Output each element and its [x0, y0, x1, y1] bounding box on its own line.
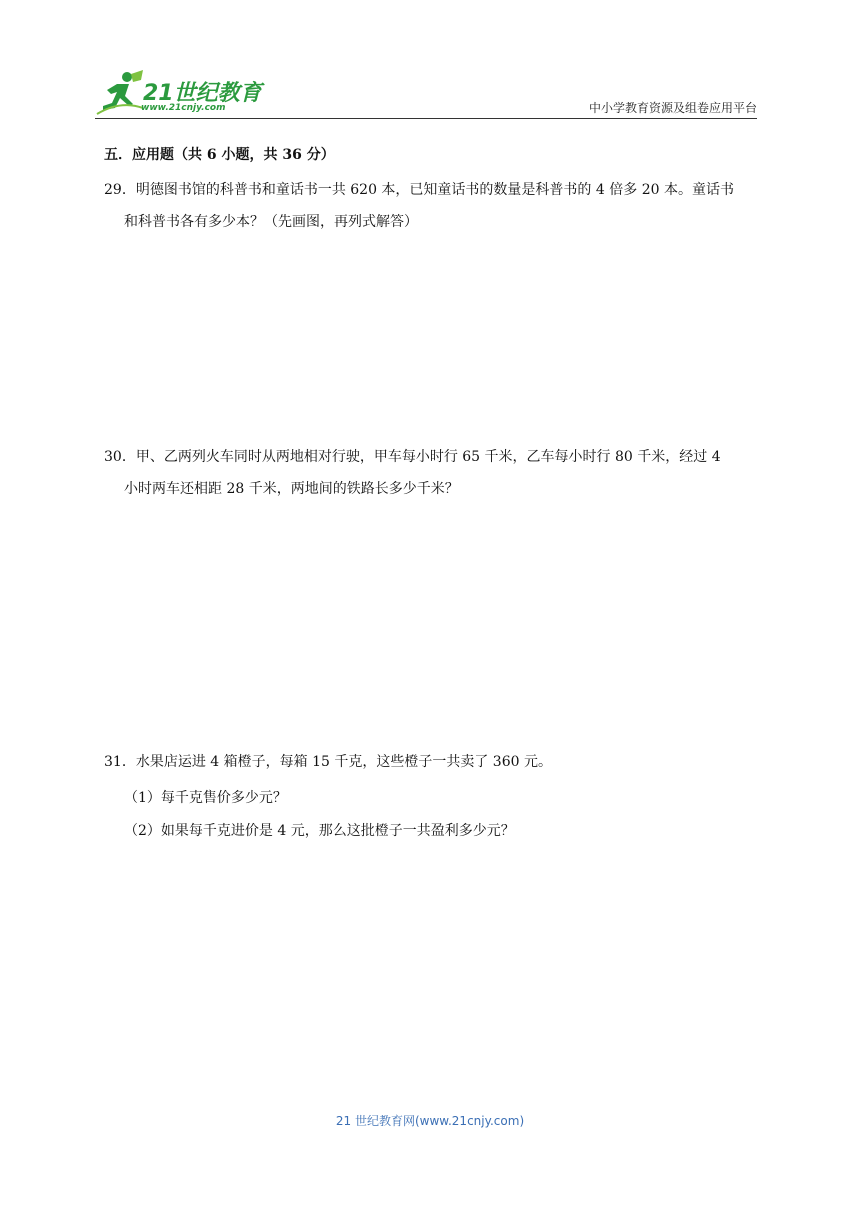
- question-31-sub2: （2）如果每千克进价是 4 元，那么这批橙子一共盈利多少元？: [124, 823, 515, 839]
- question-31: [104, 746, 760, 778]
- question-29: [104, 174, 760, 238]
- question-30: [104, 441, 760, 505]
- header-divider: [95, 118, 757, 119]
- runner-logo-icon: [95, 70, 145, 116]
- question-30-line2: 小时两车还相距 28 千米，两地间的铁路长多少千米？: [124, 481, 459, 497]
- logo-url: www.21cnjy.com: [141, 103, 226, 113]
- question-31-line1: 31．水果店运进 4 箱橙子，每箱 15 千克，这些橙子一共卖了 360 元。: [104, 754, 552, 770]
- logo-text: 21世纪教育: [143, 81, 262, 106]
- page-header: [0, 0, 860, 125]
- site-logo: [95, 70, 265, 118]
- platform-title: 中小学教育资源及组卷应用平台: [588, 101, 757, 115]
- page-footer: 21 世纪教育网(www.21cnjy.com): [335, 1114, 525, 1128]
- question-31-sub1: （1）每千克售价多少元？: [124, 790, 287, 806]
- question-29-line2: 和科普书各有多少本？（先画图，再列式解答）: [124, 214, 418, 230]
- question-29-line1: 29．明德图书馆的科普书和童话书一共 620 本，已知童话书的数量是科普书的 4 倍多 20 本。童话书: [104, 182, 734, 198]
- question-30-line1: 30．甲、乙两列火车同时从两地相对行驶，甲车每小时行 65 千米，乙车每小时行 80 千米，经过 4: [104, 449, 721, 465]
- section-title: 五．应用题（共 6 小题，共 36 分）: [104, 147, 335, 163]
